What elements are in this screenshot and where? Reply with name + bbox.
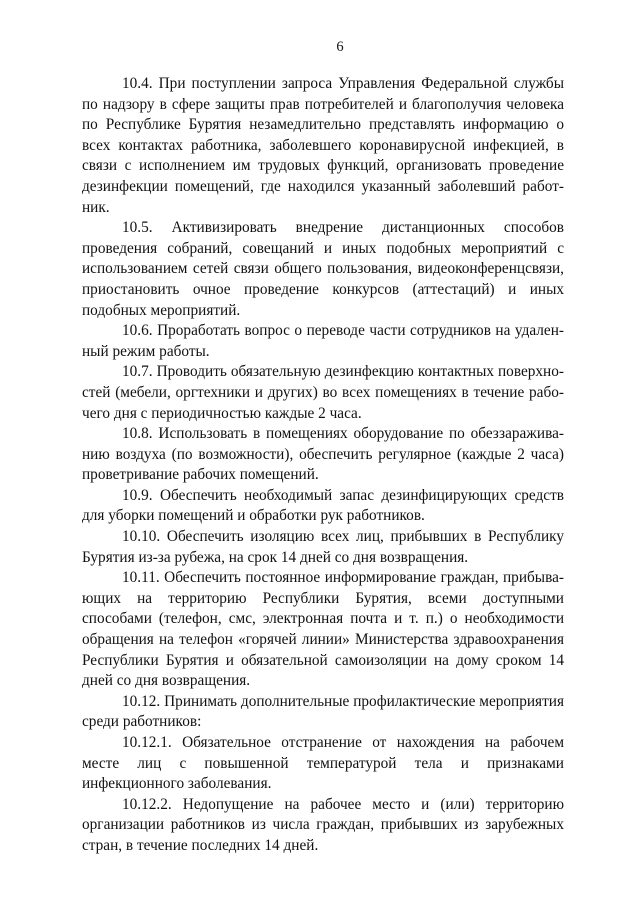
document-body [82, 74, 564, 857]
paragraph-10-7: 10.7. Проводить обязательную дезинфекцию контактных поверхностей (мебели, оргтехники и других) во всех помещениях в течение рабочего дня с периодичностью каждые 2 часа. [82, 363, 564, 422]
paragraph-10-9: 10.9. Обеспечить необходимый запас дезинфицирующих средств для уборки помещений и обработки рук работников. [82, 486, 564, 525]
paragraph-10-12-2: 10.12.2. Недопущение на рабочее место и (или) территорию организации работников из числа граждан, прибывших из зарубежных стран, в течение последних 14 дней. [82, 795, 564, 854]
paragraph-10-10: 10.10. Обеспечить изоляцию всех лиц, прибывших в Республику Бурятия из-за рубежа, на срок 14 дней со дня возвращения. [82, 528, 564, 566]
paragraph-10-8: 10.8. Использовать в помещениях оборудование по обеззараживанию воздуха (по возможности), обеспечить регулярное (каждые 2 часа) проветривание рабочих помещений. [82, 425, 564, 484]
paragraph-10-11: 10.11. Обеспечить постоянное информирование граждан, прибывающих на территорию Республики Бурятия, всеми доступными способами (телефон, смс, электронная почта и т. п.) о необходимости обращения на телефон «горячей линии» Министерства здравоохранения Республики Бурятия и обязательной самоизоляции на дому сроком 14 дней со дня возвращения. [82, 569, 564, 690]
page-number: 6 [336, 39, 344, 55]
paragraph-10-6: 10.6. Проработать вопрос о переводе части сотрудников на удаленный режим работы. [82, 322, 564, 360]
paragraph-10-5: 10.5. Активизировать внедрение дистанционных способов проведения собраний, совещаний и иных подобных мероприятий с использованием сетей связи общего пользования, видеоконференцсвязи, приостановить очное проведение конкурсов (аттестаций) и иных подобных мероприятий. [82, 219, 564, 319]
paragraph-10-12: 10.12. Принимать дополнительные профилактические мероприятия среди работников: [82, 692, 564, 731]
paragraph-10-4: 10.4. При поступлении запроса Управления Федеральной службы по надзору в сфере защиты прав потребителей и благополучия человека по Республике Бурятия незамедлительно представлять информацию о всех контактах работника, заболевшего коронавирусной инфекцией, в связи с исполнением им трудовых функций, организовать проведение дезинфекции помещений, где находился указанный заболевший работник. [82, 75, 564, 216]
paragraph-10-12-1: 10.12.1. Обязательное отстранение от нахождения на рабочем месте лиц с повышенной температурой тела и признаками инфекционного заболевания. [82, 734, 564, 793]
